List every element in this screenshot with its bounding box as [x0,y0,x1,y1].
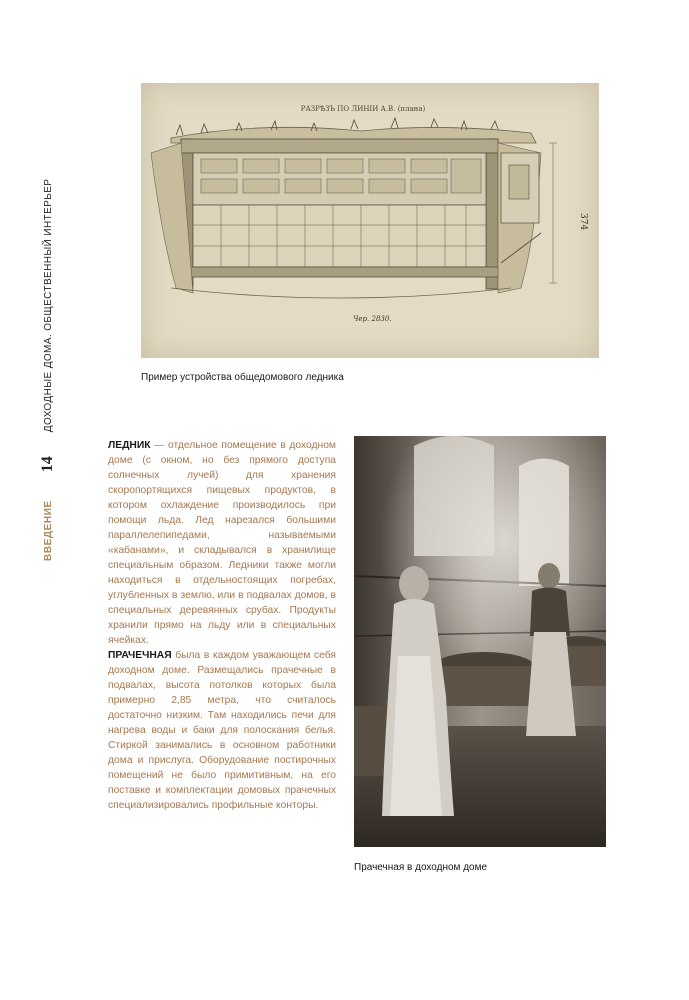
term-laundry: ПРАЧЕЧНАЯ [108,650,172,661]
running-head [28,178,68,575]
body-text [108,438,336,813]
paragraph-laundry: ПРАЧЕЧНАЯ была в каждом уважающем себя доходном доме. Размещались прачечные в подвалах, высота потолков которых была примерно 2,85 метра, что считалось достаточно низким. Там находились печи для нагрева воды и баки для полоскания белья. Стиркой занимались в основном работники дома и прислуга. Оборудование постирочных помещений не было примитивным, на его поставке и комплектации домовых прачечных специализировались профильные конторы. [108,650,336,811]
drawing-number: Чер. 2830. [353,315,392,323]
book-title: ДОХОДНЫЕ ДОМА. ОБЩЕСТВЕННЫЙ ИНТЕРЬЕР [42,178,54,433]
page-number: 14 [39,456,56,473]
section-label: ВВЕДЕНИЕ [42,500,54,561]
laundry-photo [354,436,606,847]
term-icehouse: ЛЕДНИК [108,440,151,451]
icehouse-cross-section-drawing [141,83,599,358]
side-number: 374 [578,213,588,231]
drawing-title: РАЗРѢЗЪ ПО ЛИНІИ А.В. (плана) [300,105,426,113]
figure-caption-laundry: Прачечная в доходном доме [354,862,488,873]
figure-caption-icehouse: Пример устройства общедомового ледника [141,372,344,383]
paragraph-icehouse: ЛЕДНИК — отдельное помещение в доходном доме (с окном, но без прямого доступа солнечных лучей) для хранения скоропортящихся пищевых продуктов, в котором охлаждение производилось при помощи льда. Лед нарезался большими параллелепипедами, называемыми «кабанами», и складывался в хранилище специальным образом. Ледники также могли находиться в отдельностоящих погребах, углубленных в землю, или в подвалах домов, в специальных деревянных срубах. Продукты хранили прямо на льду или в специальных ячейках. [108,440,336,646]
